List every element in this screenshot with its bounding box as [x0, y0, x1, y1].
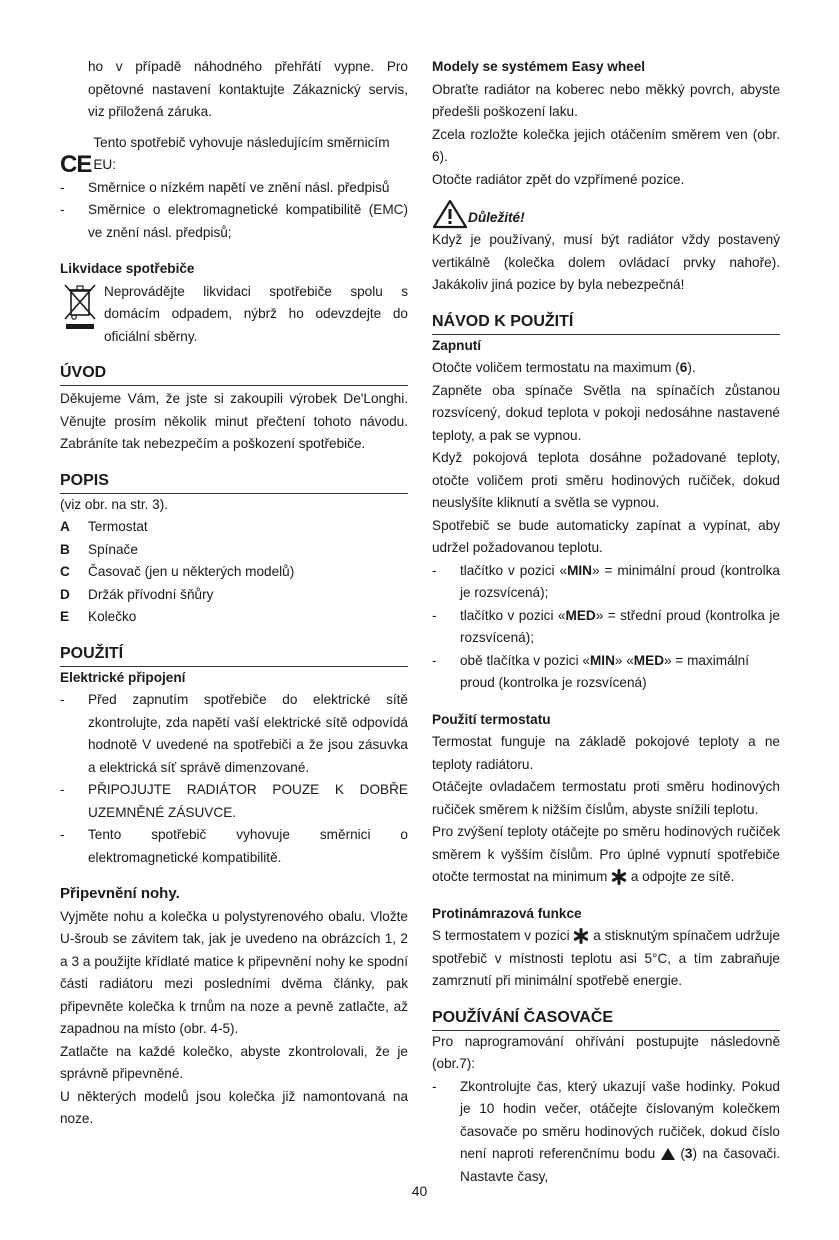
termostat-heading: Použití termostatu: [432, 711, 551, 727]
mraz-heading: Protinámrazová funkce: [432, 905, 582, 921]
nohy-paragraph: Vyjměte nohu a kolečka u polystyrenového obalu. Vložte U-šroub se závitem tak, jak je uvedeno na obrázcích 1, 2 a 3 a použijte křídlaté matice k připevnění nohy ke spodní části radiátoru mezi posledními dvěma články, pak připevněte kolečka k trnům na noze a pevně zatlačte, až zapadnou na místo (obr. 4-5).: [60, 908, 408, 1036]
snowflake-icon: [611, 869, 627, 885]
popis-item: A Termostat: [60, 519, 148, 534]
button-mode-item: - obě tlačítka v pozici «MIN» «MED» = maximální proud (kontrolka je rozsvícená): [432, 652, 750, 690]
page-number: 40: [411, 1183, 428, 1199]
easy-wheel-paragraph: Zcela rozložte kolečka jejich otáčením směrem ven (obr. 6).: [432, 126, 780, 164]
ce-mark-icon: CE: [60, 150, 92, 178]
section-title-uvod: ÚVOD: [60, 362, 408, 386]
termostat-paragraph: Otáčejte ovladačem termostatu proti směru hodinových ručiček směrem k nižším číslům, abyste snížili teplotu.: [432, 779, 780, 817]
elektricke-heading: Elektrické připojení: [60, 669, 186, 685]
ce-statement: [60, 132, 408, 177]
popis-item: D Držák přívodní šňůry: [60, 586, 214, 602]
disposal-heading: Likvidace spotřebiče: [60, 261, 195, 276]
termostat-paragraph: Pro zvýšení teploty otáčejte po směru hodinových ručiček směrem k vyšším číslům. Pro úplné vypnutí spotřebiče otočte termostat na minimum a odpojte ze sítě.: [432, 824, 780, 884]
reference-triangle-icon: [661, 1148, 675, 1160]
left-column: [60, 56, 408, 1131]
crossed-bin-icon: [60, 281, 100, 331]
zapnuti-paragraph: Když pokojová teplota dosáhne požadované teploty, otočte voličem proti směru hodinových ručiček, dokud neuslyšíte kliknutí a světla se vypnou.: [432, 450, 780, 510]
button-mode-item: - tlačítko v pozici «MED» = střední proud (kontrolka je rozsvícená);: [432, 607, 780, 645]
disposal-text: Neprovádějte likvidaci spotřebiče spolu s domácím odpadem, nýbrž ho odevzdejte do oficiální sběrny.: [104, 283, 408, 344]
snowflake-icon: [573, 928, 589, 944]
casovac-intro: Pro naprogramování ohřívání postupujte následovně (obr.7):: [432, 1033, 780, 1071]
warning-text: Když je používaný, musí být radiátor vždy postavený vertikálně (kolečka dolem ovládací prvky nahoře). Jakákoliv jiná pozice by byla nebezpečná!: [432, 232, 780, 292]
easy-wheel-paragraph: Obraťte radiátor na koberec nebo měkký povrch, abyste předešli poškození laku.: [432, 81, 780, 119]
disposal-block: [60, 281, 408, 349]
zapnuti-heading: Zapnutí: [432, 337, 482, 353]
elektricke-item: - PŘIPOJUJTE RADIÁTOR POUZE K DOBŘE UZEMNĚNÉ ZÁSUVCE.: [60, 782, 408, 820]
section-title-casovac: POUŽÍVÁNÍ ČASOVAČE: [432, 1007, 780, 1031]
warning-triangle-icon: [432, 199, 468, 229]
termostat-paragraph: Termostat funguje na základě pokojové teploty a ne teploty radiátoru.: [432, 734, 780, 772]
button-mode-item: - tlačítko v pozici «MIN» = minimální proud (kontrolka je rozsvícená);: [432, 562, 780, 600]
popis-item: B Spínače: [60, 541, 138, 557]
easy-wheel-paragraph: Otočte radiátor zpět do vzpřímené pozice.: [432, 171, 685, 187]
elektricke-item: - Před zapnutím spotřebiče do elektrické sítě zkontrolujte, zda napětí vaší elektrické sítě odpovídá hodnotě V uvedené na spotřebiči a že jsou zásuvka a elektrická síť správě dimenzované.: [60, 692, 408, 775]
nohy-heading: Připevnění nohy.: [60, 885, 180, 902]
easy-wheel-heading: Modely se systémem Easy wheel: [432, 59, 646, 74]
section-title-popis: POPIS: [60, 470, 408, 494]
ce-text: Tento spotřebič vyhovuje následujícím směrnicím EU:: [93, 134, 390, 172]
zapnuti-paragraph: Zapněte oba spínače Světla na spínačích zůstanou rozsvícený, dokud teplota v pokoji nedosáhne nastavené teploty, a pak se vypnou.: [432, 382, 780, 443]
popis-reference: (viz obr. na str. 3).: [60, 496, 169, 512]
nohy-paragraph: U některých modelů jsou kolečka již namontovaná na noze.: [60, 1088, 408, 1126]
warning-heading: Důležité!: [432, 199, 780, 229]
zapnuti-paragraph: Spotřebič se bude automaticky zapínat a vypínat, aby udržel požadovanou teplotu.: [432, 517, 780, 555]
intro-paragraph: ho v případě náhodného přehřátí vypne. Pro opětovné nastavení kontaktujte Zákaznický servis, viz přiložená záruka.: [88, 59, 408, 119]
elektricke-item: - Tento spotřebič vyhovuje směrnici o elektromagnetické kompatibilitě.: [60, 827, 408, 865]
nohy-paragraph: Zatlačte na každé kolečko, abyste zkontrolovali, že je správně připevněné.: [60, 1043, 408, 1081]
section-title-pouziti: POUŽITÍ: [60, 643, 408, 667]
right-column: [432, 56, 780, 1188]
ce-item: - Směrnice o elektromagnetické kompatibilitě (EMC) ve znění násl. předpisů;: [60, 202, 408, 240]
uvod-text: Děkujeme Vám, že jste si zakoupili výrobek De'Longhi. Věnujte prosím několik minut přečtení tohoto návodu. Zabráníte tak nebezpečím a poškození spotřebiče.: [60, 391, 408, 451]
mraz-paragraph: S termostatem v pozici a stisknutým spínačem udržuje spotřebič v místnosti teplotu asi 5°C, a tím zabraňuje zamrznutí při minimální spotřebě energie.: [432, 928, 780, 988]
popis-item: E Kolečko: [60, 609, 137, 624]
casovac-item: - Zkontrolujte čas, který ukazují vaše hodinky. Pokud je 10 hodin večer, otáčejte číslovaným kolečkem časovače po směru hodinových ručiček, dokud číslo není naproti referenčnímu bodu (3) na časovači. Nastavte časy,: [432, 1078, 781, 1184]
section-title-navod: NÁVOD K POUŽITÍ: [432, 311, 780, 335]
ce-item: - Směrnice o nízkém napětí ve znění násl. předpisů: [60, 179, 390, 195]
popis-item: C Časovač (jen u některých modelů): [60, 564, 295, 579]
zapnuti-paragraph: Otočte voličem termostatu na maximum (6).: [432, 360, 696, 375]
